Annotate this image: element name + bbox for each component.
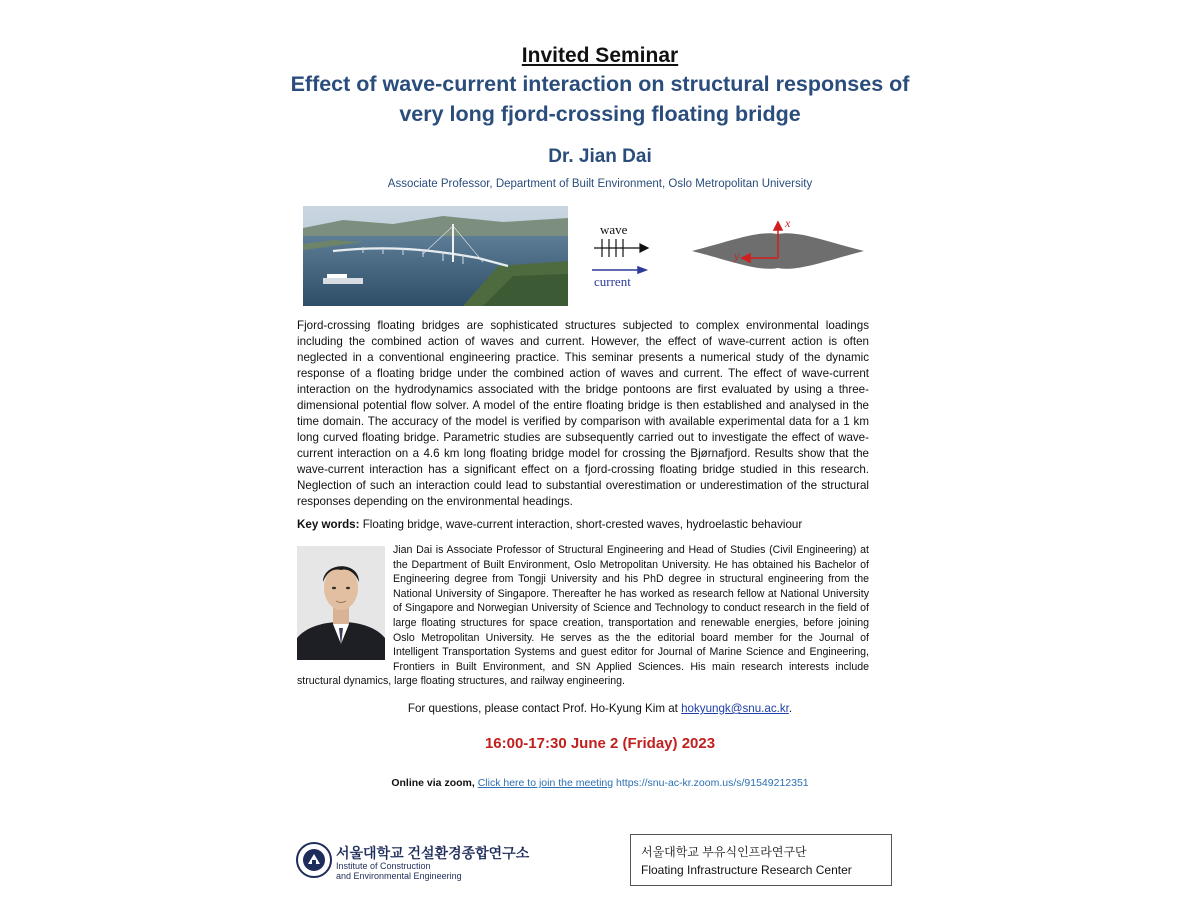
zoom-url-link[interactable]: https://snu-ac-kr.zoom.us/s/91549212351 — [616, 777, 809, 789]
axis-y-label: y — [734, 249, 740, 263]
wave-label: wave — [600, 222, 628, 237]
keywords-line — [297, 518, 897, 531]
axis-x-label: x — [785, 216, 791, 230]
wave-current-diagram — [588, 212, 878, 298]
contact-email-link[interactable]: hokyungk@snu.ac.kr — [681, 702, 789, 715]
bio-text: Jian Dai is Associate Professor of Structural Engineering and Head of Studies (Civil Engineering) at the Department of Built Environment, Oslo Metropolitan University. He has obtained his Bachelor of Engineering degree from Tongji University and his PhD degree in structural engineering from the National University of Singapore. Thereafter he has worked as research fellow at National University of Singapore and Norwegian University of Science and Technology to conduct research in the field of large floating structures for space creation, transportation and renewable energies, before joining Oslo Metropolitan University. He serves as the the editorial board member for the Journal of Intelligent Transportation Systems and guest editor for Journal of Marine Science and Engineering, Frontiers in Built Environment, and SN Applied Sciences. His main research interests include structural dynamics, large floating structures, and railway engineering. — [297, 544, 869, 688]
center-name-english: Floating Infrastructure Research Center — [641, 863, 852, 877]
seminar-title-line2: very long fjord-crossing floating bridge — [399, 102, 801, 126]
wave-arrow-icon — [594, 239, 648, 257]
seminar-datetime: 16:00-17:30 June 2 (Friday) 2023 — [484, 735, 716, 752]
institute-name-korean: 서울대학교 건설환경종합연구소 — [336, 845, 530, 861]
snu-seal-icon — [296, 842, 332, 878]
online-prefix: Online via zoom, — [391, 777, 478, 789]
current-label: current — [594, 274, 631, 289]
seminar-label: Invited Seminar — [521, 44, 679, 67]
online-line — [0, 777, 1200, 789]
bridge-photo — [303, 206, 568, 306]
speaker-name: Dr. Jian Dai — [548, 146, 652, 167]
contact-prefix: For questions, please contact Prof. Ho-Kyung Kim at — [407, 702, 682, 715]
speaker-bio — [297, 543, 869, 689]
join-meeting-link[interactable]: Click here to join the meeting — [477, 777, 614, 789]
current-arrow-icon — [592, 267, 646, 273]
seminar-title-line1: Effect of wave-current interaction on structural responses of — [290, 72, 910, 96]
institute-name-english-1: Institute of Construction — [336, 861, 431, 871]
contact-line — [0, 702, 1200, 715]
center-name-korean: 서울대학교 부유식인프라연구단 — [641, 845, 807, 859]
keywords-text: Floating bridge, wave-current interaction, short-crested waves, hydroelastic behaviour — [359, 518, 803, 531]
research-center-box — [630, 834, 892, 886]
institute-name-english-2: and Environmental Engineering — [336, 871, 462, 881]
institute-logo — [296, 840, 556, 884]
keywords-label: Key words: — [297, 518, 360, 531]
contact-suffix: . — [788, 702, 793, 715]
speaker-affiliation: Associate Professor, Department of Built Environment, Oslo Metropolitan University — [387, 178, 813, 190]
abstract-paragraph: Fjord-crossing floating bridges are sophisticated structures subjected to complex environmental loadings including the combined action of waves and current. However, the effect of wave-current action is often neglected in a conventional engineering practice. This seminar presents a numerical study of the dynamic response of a floating bridge under the combined action of waves and current. The effect of wave-current interaction on the hydrodynamics associated with the bridge pontoons are first evaluated by using a three-dimensional potential flow solver. A model of the entire floating bridge is then established and analysed in the time domain. The accuracy of the model is verified by comparison with available experimental data for a 1 km long curved floating bridge. Parametric studies are subsequently carried out to investigate the effect of wave-current interaction on a 4.6 km long floating bridge model for crossing the Bjørnafjord. Results show that the wave-current interaction has a significant effect on a fjord-crossing floating bridge studied in this research. Neglection of such an interaction could lead to substantial overestimation or underestimation of the structural responses depending on the environmental headings. — [297, 319, 869, 508]
